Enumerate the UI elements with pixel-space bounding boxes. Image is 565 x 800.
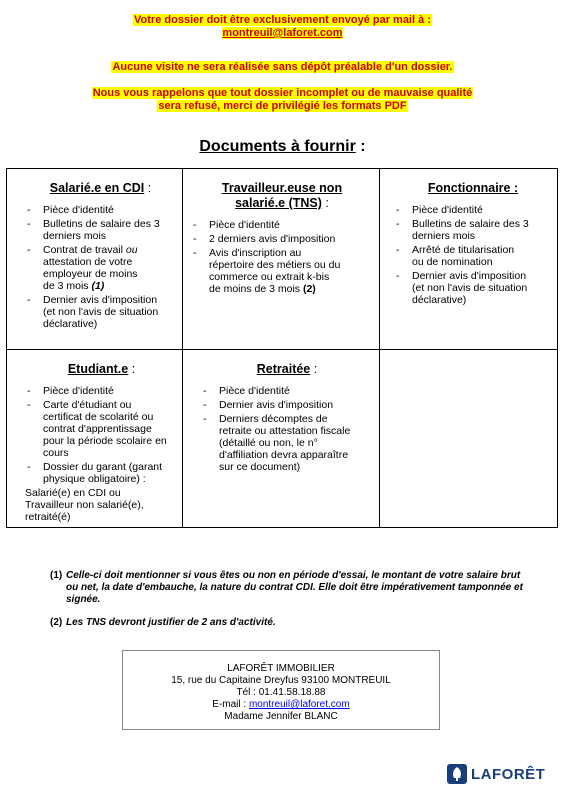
document-item-text: Dernier avis d'imposition: [43, 294, 158, 306]
document-item: [394, 244, 552, 268]
column-heading-line: Salarié.e en CDI: [49, 181, 145, 195]
contact-company: LAFORÊT IMMOBILIER: [227, 663, 335, 674]
column-heading-colon: :: [144, 181, 152, 195]
document-item-text: Pièce d'identité: [219, 385, 290, 397]
document-item-text: derniers mois: [43, 230, 107, 242]
document-item: [25, 218, 176, 242]
document-item: [394, 204, 552, 216]
contact-email-label: E-mail :: [212, 699, 249, 710]
document-list: [25, 385, 178, 485]
document-item-text: Pièce d'identité: [412, 204, 483, 216]
document-list: [25, 204, 176, 330]
column-etudiant: [7, 350, 182, 523]
notice-email-link[interactable]: montreuil@laforet.com: [222, 27, 343, 39]
document-list: [394, 204, 552, 306]
guarantor-type-text: retraité(é): [25, 511, 71, 523]
document-item-text: Derniers décomptes de: [219, 413, 328, 425]
footnote-text: Les TNS devront justifier de 2 ans d'activité.: [66, 617, 276, 628]
document-item: [191, 219, 373, 231]
document-item-text: physique obligatoire) :: [43, 473, 146, 485]
document-item-text: Avis d'inscription au: [209, 247, 302, 259]
contact-address: 15, rue du Capitaine Dreyfus 93100 MONTREUIL: [171, 675, 391, 686]
document-item-text: Arrêté de titularisation: [412, 244, 515, 256]
column-heading: [25, 181, 176, 196]
laforet-logo-icon: [447, 764, 467, 784]
document-item: [201, 413, 373, 473]
column-heading-line: Travailleur.euse non: [221, 181, 343, 195]
contact-person: Madame Jennifer BLANC: [224, 711, 338, 722]
contact-phone: Tél : 01.41.58.18.88: [236, 687, 326, 698]
document-item-text: Pièce d'identité: [43, 385, 114, 397]
document-item: [25, 385, 178, 397]
column-heading: [394, 181, 552, 196]
document-item-text: Bulletins de salaire des 3: [412, 218, 529, 230]
footnote-ref: (1): [91, 280, 105, 292]
notice-line-3a: Nous vous rappelons que tout dossier incomplet ou de mauvaise qualité: [92, 87, 473, 99]
page-title-colon: :: [355, 138, 366, 155]
document-item-text: (et non l'avis de situation: [43, 306, 159, 318]
document-item-text: de moins de 3 mois: [209, 283, 303, 295]
document-item-text: d'affiliation devra apparaître: [219, 449, 349, 461]
document-item-text: Dossier du garant (garant: [43, 461, 163, 473]
document-item-text: Dernier avis d'imposition: [412, 270, 527, 282]
column-heading-colon: :: [310, 362, 318, 376]
footnote-1: [50, 570, 530, 606]
guarantor-type-text: Salarié(e) en CDI ou: [25, 487, 121, 499]
document-item-text: Bulletins de salaire des 3: [43, 218, 160, 230]
document-item-text: Dernier avis d'imposition: [219, 399, 334, 411]
document-item: [191, 233, 373, 245]
column-heading: [201, 362, 373, 377]
document-item: [394, 270, 552, 306]
footnote-number: (2): [50, 617, 63, 628]
document-item-text: répertoire des métiers ou du: [209, 259, 341, 271]
laforet-logo: [447, 761, 557, 787]
document-item-text: de 3 mois: [43, 280, 92, 292]
document-item: [25, 244, 176, 292]
footnote-text: Celle-ci doit mentionner si vous êtes ou non en période d'essai, le montant de votre salaire brut ou net, la date d'embauche, la nature du contrat CDI. Elle doit être impérativement tamponnée et signée.: [66, 570, 523, 605]
document-item: [191, 247, 373, 295]
document-item: [201, 399, 373, 411]
document-item-text: attestation de votre: [43, 256, 133, 268]
guarantor-types: [25, 487, 178, 523]
logo-text: LAFORÊT: [471, 765, 546, 783]
contact-box: [122, 650, 440, 730]
document-list: [201, 385, 373, 473]
document-item-text: 2 derniers avis d'imposition: [209, 233, 336, 245]
column-fonctionnaire: [380, 169, 558, 308]
document-item-text: certificat de scolarité ou: [43, 411, 154, 423]
document-item: [201, 385, 373, 397]
guarantor-type-text: Travailleur non salarié(e),: [25, 499, 144, 511]
column-heading-colon: :: [128, 362, 136, 376]
document-item-text: déclarative): [43, 318, 98, 330]
document-list: [191, 219, 373, 295]
documents-table: [6, 168, 558, 528]
document-item-text: (et non l'avis de situation: [412, 282, 528, 294]
notice-line-1: Votre dossier doit être exclusivement envoyé par mail à :: [134, 14, 431, 26]
column-heading-line: salarié.e (TNS): [235, 196, 322, 210]
document-item-text: pour la période scolaire en: [43, 435, 167, 447]
column-heading: [191, 181, 373, 211]
document-item-text: cours: [43, 447, 69, 459]
document-item: [25, 204, 176, 216]
document-item-text: déclarative): [412, 294, 467, 306]
contact-email-row: [123, 699, 439, 711]
column-heading-line: Retraitée: [256, 362, 311, 376]
document-item: [25, 399, 178, 459]
column-heading-colon: :: [321, 196, 329, 210]
column-tns: [183, 169, 379, 297]
footnote-number: (1): [50, 570, 63, 581]
column-heading: [25, 362, 178, 377]
document-item-text: sur ce document): [219, 461, 301, 473]
notice-line-2: Aucune visite ne sera réalisée sans dépôt préalable d'un dossier.: [112, 61, 453, 73]
page-title-text: Documents à fournir: [199, 138, 356, 155]
footnote-ref: (2): [302, 283, 316, 295]
notice-line-3b: sera refusé, merci de privilégié les formats PDF: [158, 100, 407, 112]
footnote-2: [50, 617, 530, 629]
notice-visit: [0, 61, 565, 74]
document-item-text: (détaillé ou non, le n°: [219, 437, 318, 449]
page-title: [0, 138, 565, 156]
document-item-text: ou: [125, 244, 138, 256]
document-item: [394, 218, 552, 242]
column-heading-line: Fonctionnaire :: [427, 181, 519, 195]
contact-email-link[interactable]: montreuil@laforet.com: [248, 699, 350, 710]
document-item-text: contrat d'apprentissage: [43, 423, 152, 435]
document-item-text: Carte d'étudiant ou: [43, 399, 132, 411]
column-retraite: [183, 350, 379, 475]
document-item-text: Pièce d'identité: [209, 219, 280, 231]
notice-quality: [0, 87, 565, 113]
document-item-text: Contrat de travail: [43, 244, 126, 256]
notice-email-instruction: [0, 14, 565, 40]
column-cdi: [7, 169, 182, 332]
document-item-text: derniers mois: [412, 230, 476, 242]
document-item-text: retraite ou attestation fiscale: [219, 425, 351, 437]
document-item-text: Pièce d'identité: [43, 204, 114, 216]
column-heading-line: Etudiant.e: [67, 362, 129, 376]
document-item-text: commerce ou extrait k-bis: [209, 271, 330, 283]
document-item-text: ou de nomination: [412, 256, 493, 268]
document-item: [25, 461, 178, 485]
document-item-text: employeur de moins: [43, 268, 138, 280]
document-item: [25, 294, 176, 330]
